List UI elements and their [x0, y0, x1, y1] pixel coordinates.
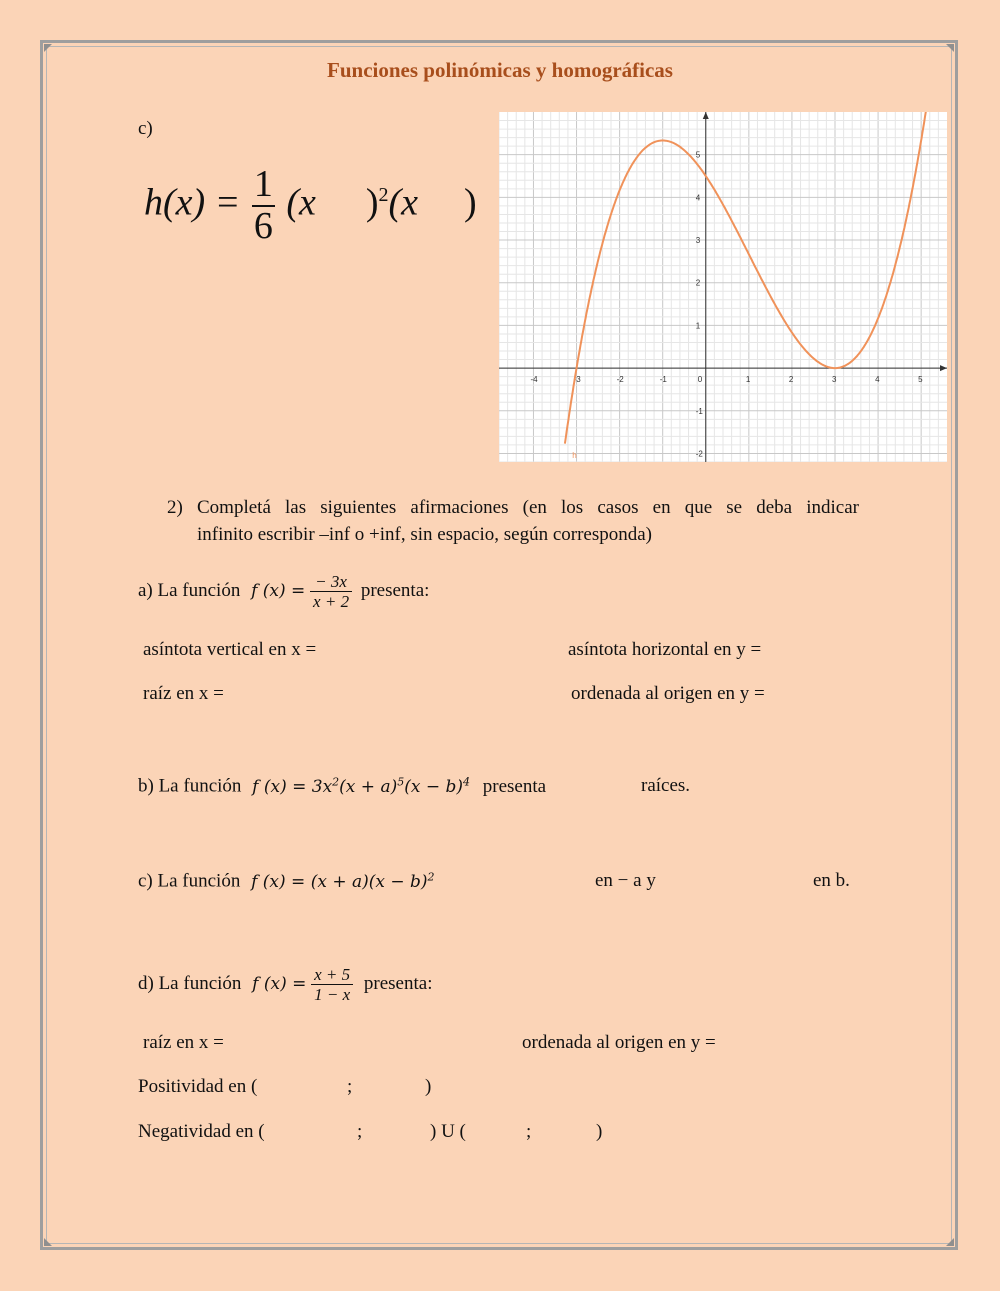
h-factor2-open: (x — [388, 181, 419, 224]
y-tick-label: 3 — [695, 236, 701, 246]
y-tick-label: 2 — [695, 278, 701, 288]
part-b-exp-a: 2 — [332, 775, 340, 788]
part-d-negatividad-open: Negatividad en ( — [138, 1121, 265, 1142]
x-tick-label: -4 — [530, 375, 538, 385]
part-d-positividad-sep: ; — [347, 1076, 353, 1097]
part-d-negatividad-close: ) — [596, 1121, 603, 1142]
part-c-prefix: c) La función — [138, 870, 241, 892]
h-fraction-num: 1 — [253, 163, 273, 205]
part-d-raiz-label: raíz en x = — [143, 1032, 224, 1053]
q2-text-line1: Completá las siguientes afirmaciones (en los casos en que se deba indicar — [197, 497, 859, 518]
x-tick-label: 1 — [745, 375, 751, 385]
function-label: h — [572, 451, 577, 460]
corner-ornament — [946, 1238, 954, 1246]
part-a-statement — [138, 567, 429, 615]
x-tick-label: 5 — [918, 375, 923, 385]
function-graph — [499, 112, 947, 462]
part-d-positividad-close: ) — [425, 1076, 432, 1097]
h-exponent: 2 — [378, 183, 389, 206]
h-factor2-close: ) — [464, 181, 477, 224]
part-a-fraction — [310, 572, 352, 612]
part-a-fx: f (x) = — [251, 581, 306, 601]
h-formula-lhs: h(x) = — [144, 181, 241, 224]
q2-number: 2) — [167, 497, 183, 518]
x-tick-label: 0 — [697, 375, 703, 385]
part-b-presenta: presenta — [482, 775, 547, 797]
y-tick-label: -1 — [695, 406, 703, 416]
part-a-den: x + 2 — [313, 592, 350, 612]
y-axis-arrow — [703, 112, 709, 119]
part-d-prefix: d) La función — [138, 973, 242, 994]
x-axis-arrow — [940, 365, 947, 371]
part-b-statement — [138, 775, 546, 798]
x-tick-label: 3 — [832, 375, 837, 385]
part-b-exp-c: 4 — [463, 775, 471, 788]
part-a-ordenada-label: ordenada al origen en y = — [571, 683, 765, 704]
y-tick-label: 4 — [695, 193, 701, 203]
page-title: Funciones polinómicas y homográficas — [327, 58, 673, 82]
part-d-positividad-open: Positividad en ( — [138, 1076, 258, 1097]
part-a-asint-hor-label: asíntota horizontal en y = — [568, 639, 762, 660]
x-tick-label: -3 — [573, 375, 581, 385]
y-tick-label: -2 — [695, 449, 703, 459]
part-a-raiz-label: raíz en x = — [143, 683, 224, 704]
part-d-negatividad-union: ) U ( — [430, 1121, 466, 1142]
part-b-formula-a: f (x) = 3x — [252, 776, 333, 797]
part-d-num: x + 5 — [311, 965, 353, 986]
y-tick-label: 5 — [695, 150, 701, 160]
part-b-formula-c: (x − b) — [404, 776, 464, 797]
part-d-fraction — [311, 965, 353, 1005]
part-b-prefix: b) La función — [138, 775, 242, 797]
h-factor1-open: (x — [286, 181, 316, 224]
part-d-negatividad-sep1: ; — [357, 1121, 363, 1142]
part-b-exp-b: 5 — [397, 775, 405, 788]
h-factor1-close: ) — [365, 181, 379, 224]
part-c-formula — [251, 872, 434, 892]
part-c-exp: 2 — [427, 870, 435, 883]
part-b-formula-b: (x + a) — [339, 776, 398, 797]
part-b-formula — [252, 777, 470, 797]
part-c-en-a: en − a y — [595, 870, 656, 891]
part-a-suffix: presenta: — [360, 580, 430, 601]
part-d-suffix: presenta: — [363, 973, 433, 994]
part-a-prefix: a) La función — [138, 580, 241, 601]
h-formula — [144, 165, 477, 247]
part-c-en-b: en b. — [813, 870, 850, 891]
y-tick-label: 1 — [695, 321, 701, 331]
corner-ornament — [44, 44, 52, 52]
x-tick-label: 2 — [788, 375, 794, 385]
h-fraction-den: 6 — [253, 204, 273, 247]
section-c-label: c) — [138, 118, 153, 139]
q2-text-line2: infinito escribir –inf o +inf, sin espacio, según corresponda) — [197, 524, 652, 545]
part-d-fx: f (x) = — [252, 974, 307, 994]
part-b-raices: raíces. — [641, 775, 691, 796]
corner-ornament — [44, 1238, 52, 1246]
x-tick-label: -2 — [616, 375, 624, 385]
h-formula-fraction — [252, 165, 275, 247]
x-tick-label: 4 — [875, 375, 880, 385]
part-d-ordenada-label: ordenada al origen en y = — [522, 1032, 716, 1053]
part-a-asint-vert-label: asíntota vertical en x = — [143, 639, 317, 660]
part-c-statement — [138, 870, 435, 893]
part-d-negatividad-sep2: ; — [526, 1121, 532, 1142]
part-a-num: − 3x — [310, 572, 352, 593]
part-c-formula-text: f (x) = (x + a)(x − b) — [251, 871, 428, 892]
x-tick-label: -1 — [659, 375, 667, 385]
part-d-statement — [138, 960, 432, 1008]
corner-ornament — [946, 44, 954, 52]
graph-svg — [499, 112, 947, 462]
part-d-den: 1 − x — [314, 985, 351, 1005]
